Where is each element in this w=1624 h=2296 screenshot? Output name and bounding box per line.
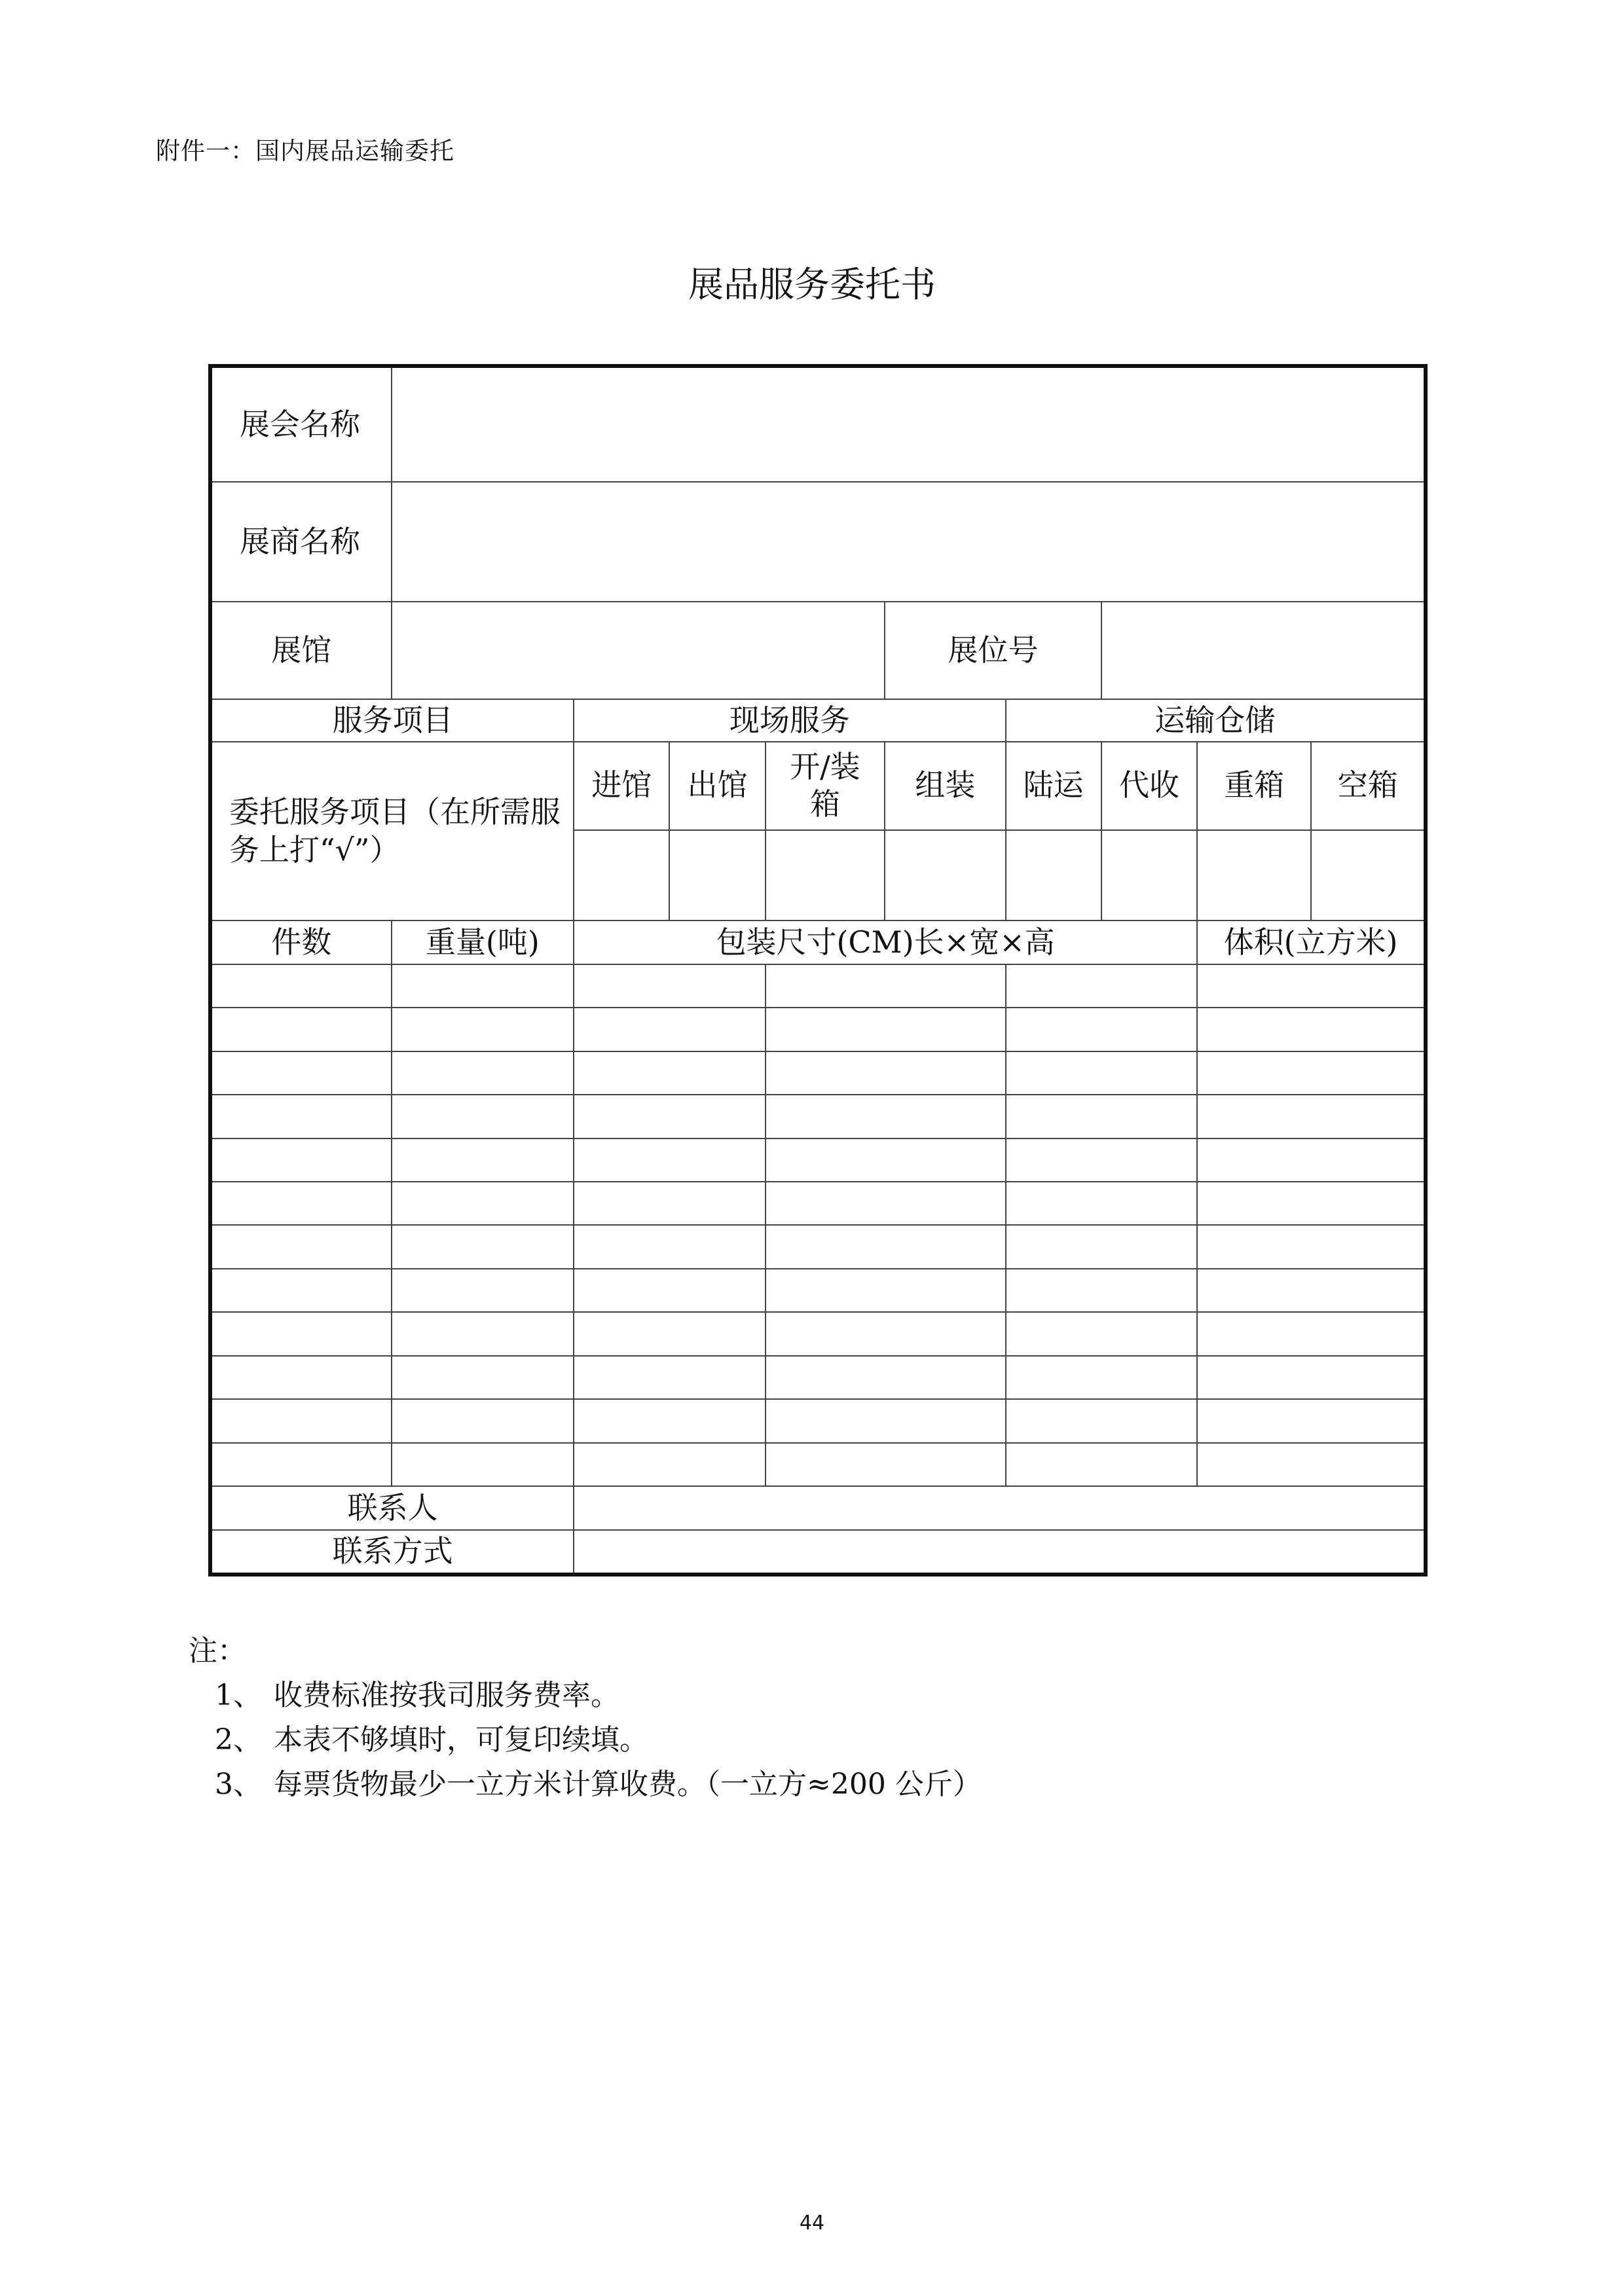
service-entrustment-form (208, 364, 1428, 1576)
service-option-label: 开/装箱 (766, 742, 885, 830)
note-text: 本表不够填时，可复印续填。 (274, 1723, 648, 1757)
cargo-cell[interactable] (1197, 1139, 1426, 1182)
pieces-header: 件数 (210, 920, 392, 964)
service-options-row (210, 742, 1426, 830)
cargo-cell[interactable] (392, 1139, 574, 1182)
page-number: 44 (799, 2212, 825, 2234)
document-title: 展品服务委托书 (688, 264, 936, 305)
cargo-cell[interactable] (210, 1051, 392, 1095)
cargo-cell[interactable] (210, 1139, 392, 1182)
cargo-cell[interactable] (574, 1051, 766, 1095)
service-option-label: 进馆 (574, 742, 669, 830)
cargo-cell[interactable] (1006, 1399, 1198, 1442)
cargo-cell[interactable] (1006, 1312, 1198, 1355)
cargo-cell[interactable] (574, 1008, 766, 1051)
contact-method-label: 联系方式 (210, 1530, 574, 1575)
note-number: 1、 (215, 1679, 262, 1712)
cargo-cell[interactable] (392, 964, 574, 1008)
cargo-row (210, 1443, 1426, 1487)
contact-person-row (210, 1486, 1426, 1529)
cargo-cell[interactable] (1006, 1051, 1198, 1095)
service-checkbox-cell[interactable] (1006, 830, 1101, 921)
cargo-cell[interactable] (766, 1356, 1006, 1399)
cargo-cell[interactable] (766, 1399, 1006, 1442)
cargo-row (210, 1182, 1426, 1225)
cargo-cell[interactable] (766, 1269, 1006, 1312)
cargo-cell[interactable] (392, 1399, 574, 1442)
exhibitor-name-field[interactable] (392, 482, 1426, 602)
service-checkbox-cell[interactable] (1311, 830, 1426, 921)
cargo-cell[interactable] (574, 1095, 766, 1138)
service-option-label: 空箱 (1311, 742, 1426, 830)
cargo-cell[interactable] (392, 1095, 574, 1138)
cargo-cell[interactable] (574, 1399, 766, 1442)
notes-heading: 注： (189, 1634, 246, 1667)
cargo-row (210, 1356, 1426, 1399)
exhibition-name-field[interactable] (392, 366, 1426, 482)
note-number: 2、 (215, 1723, 262, 1757)
contact-person-field[interactable] (574, 1486, 1426, 1529)
hall-label: 展馆 (210, 602, 392, 699)
cargo-cell[interactable] (1197, 1443, 1426, 1487)
cargo-cell[interactable] (1006, 1443, 1198, 1487)
dimensions-header: 包装尺寸(CM)长×宽×高 (574, 920, 1197, 964)
cargo-row (210, 1139, 1426, 1182)
cargo-row (210, 964, 1426, 1008)
exhibitor-name-row (210, 482, 1426, 602)
volume-header: 体积(立方米) (1197, 920, 1426, 964)
service-checkbox-cell[interactable] (574, 830, 669, 921)
exhibition-name-row (210, 366, 1426, 482)
hall-field[interactable] (392, 602, 885, 699)
cargo-row (210, 1225, 1426, 1268)
service-checkbox-cell[interactable] (1101, 830, 1197, 921)
cargo-cell[interactable] (1006, 1225, 1198, 1268)
contact-method-field[interactable] (574, 1530, 1426, 1575)
cargo-cell[interactable] (766, 1008, 1006, 1051)
cargo-cell[interactable] (574, 1269, 766, 1312)
cargo-cell[interactable] (574, 1443, 766, 1487)
cargo-cell[interactable] (574, 1139, 766, 1182)
service-option-label: 重箱 (1197, 742, 1311, 830)
onsite-service-label: 现场服务 (574, 699, 1005, 741)
service-option-label: 陆运 (1006, 742, 1101, 830)
cargo-cell[interactable] (210, 1399, 392, 1442)
notes-section (189, 1629, 982, 1807)
booth-no-label: 展位号 (885, 602, 1101, 699)
cargo-row (210, 1095, 1426, 1138)
exhibitor-name-label: 展商名称 (210, 482, 392, 602)
cargo-cell[interactable] (766, 1182, 1006, 1225)
service-checkbox-cell[interactable] (1197, 830, 1311, 921)
cargo-cell[interactable] (766, 1443, 1006, 1487)
cargo-cell[interactable] (574, 1225, 766, 1268)
cargo-header-row (210, 920, 1426, 964)
cargo-cell[interactable] (574, 1182, 766, 1225)
entrusted-items-label: 委托服务项目（在所需服务上打“√”） (210, 742, 574, 921)
hall-booth-row (210, 602, 1426, 699)
note-text: 收费标准按我司服务费率。 (274, 1679, 619, 1712)
cargo-cell[interactable] (1197, 1399, 1426, 1442)
service-option-label: 代收 (1101, 742, 1197, 830)
note-item (189, 1673, 982, 1718)
service-items-label: 服务项目 (210, 699, 574, 741)
cargo-cell[interactable] (392, 1269, 574, 1312)
cargo-cell[interactable] (574, 1312, 766, 1355)
cargo-cell[interactable] (210, 1008, 392, 1051)
cargo-cell[interactable] (766, 1312, 1006, 1355)
note-number: 3、 (215, 1768, 262, 1801)
service-header-row (210, 699, 1426, 741)
cargo-cell[interactable] (766, 964, 1006, 1008)
cargo-cell[interactable] (766, 1051, 1006, 1095)
cargo-cell[interactable] (574, 964, 766, 1008)
cargo-cell[interactable] (1197, 1008, 1426, 1051)
service-option-label: 出馆 (669, 742, 765, 830)
cargo-cell[interactable] (1197, 1312, 1426, 1355)
cargo-cell[interactable] (392, 1008, 574, 1051)
contact-method-row (210, 1530, 1426, 1575)
cargo-cell[interactable] (210, 1443, 392, 1487)
cargo-cell[interactable] (1197, 1051, 1426, 1095)
cargo-cell[interactable] (392, 1225, 574, 1268)
cargo-cell[interactable] (766, 1225, 1006, 1268)
service-checkbox-cell[interactable] (766, 830, 885, 921)
attachment-line: 附件一：国内展品运输委托 (156, 137, 454, 165)
cargo-cell[interactable] (766, 1139, 1006, 1182)
cargo-cell[interactable] (210, 1356, 392, 1399)
cargo-cell[interactable] (1197, 1269, 1426, 1312)
note-item (189, 1718, 982, 1762)
cargo-row (210, 1269, 1426, 1312)
cargo-cell[interactable] (1006, 1139, 1198, 1182)
cargo-cell[interactable] (1197, 1225, 1426, 1268)
cargo-row (210, 1399, 1426, 1442)
cargo-cell[interactable] (1006, 1008, 1198, 1051)
cargo-cell[interactable] (574, 1356, 766, 1399)
cargo-row (210, 1008, 1426, 1051)
weight-header: 重量(吨) (392, 920, 574, 964)
cargo-cell[interactable] (1006, 1095, 1198, 1138)
cargo-cell[interactable] (210, 1095, 392, 1138)
service-checkbox-cell[interactable] (669, 830, 765, 921)
cargo-cell[interactable] (1006, 1356, 1198, 1399)
cargo-row (210, 1051, 1426, 1095)
transport-storage-label: 运输仓储 (1006, 699, 1426, 741)
cargo-cell[interactable] (210, 1225, 392, 1268)
booth-no-field[interactable] (1101, 602, 1426, 699)
cargo-rows (210, 964, 1426, 1486)
cargo-cell[interactable] (210, 1312, 392, 1355)
cargo-cell[interactable] (392, 1443, 574, 1487)
cargo-cell[interactable] (210, 1269, 392, 1312)
exhibition-name-label: 展会名称 (210, 366, 392, 482)
cargo-cell[interactable] (392, 1051, 574, 1095)
cargo-cell[interactable] (210, 1182, 392, 1225)
cargo-cell[interactable] (1197, 1182, 1426, 1225)
cargo-cell[interactable] (766, 1095, 1006, 1138)
service-checkbox-cell[interactable] (885, 830, 1005, 921)
cargo-cell[interactable] (392, 1312, 574, 1355)
contact-person-label: 联系人 (210, 1486, 574, 1529)
cargo-cell[interactable] (1006, 1269, 1198, 1312)
cargo-cell[interactable] (210, 964, 392, 1008)
cargo-cell[interactable] (1197, 1095, 1426, 1138)
cargo-cell[interactable] (392, 1182, 574, 1225)
note-text: 每票货物最少一立方米计算收费。（一立方≈200 公斤） (274, 1768, 982, 1801)
cargo-cell[interactable] (1006, 1182, 1198, 1225)
service-option-label: 组装 (885, 742, 1005, 830)
cargo-cell[interactable] (1197, 1356, 1426, 1399)
cargo-row (210, 1312, 1426, 1355)
note-item (189, 1762, 982, 1807)
cargo-cell[interactable] (1006, 964, 1198, 1008)
cargo-cell[interactable] (1197, 964, 1426, 1008)
cargo-cell[interactable] (392, 1356, 574, 1399)
